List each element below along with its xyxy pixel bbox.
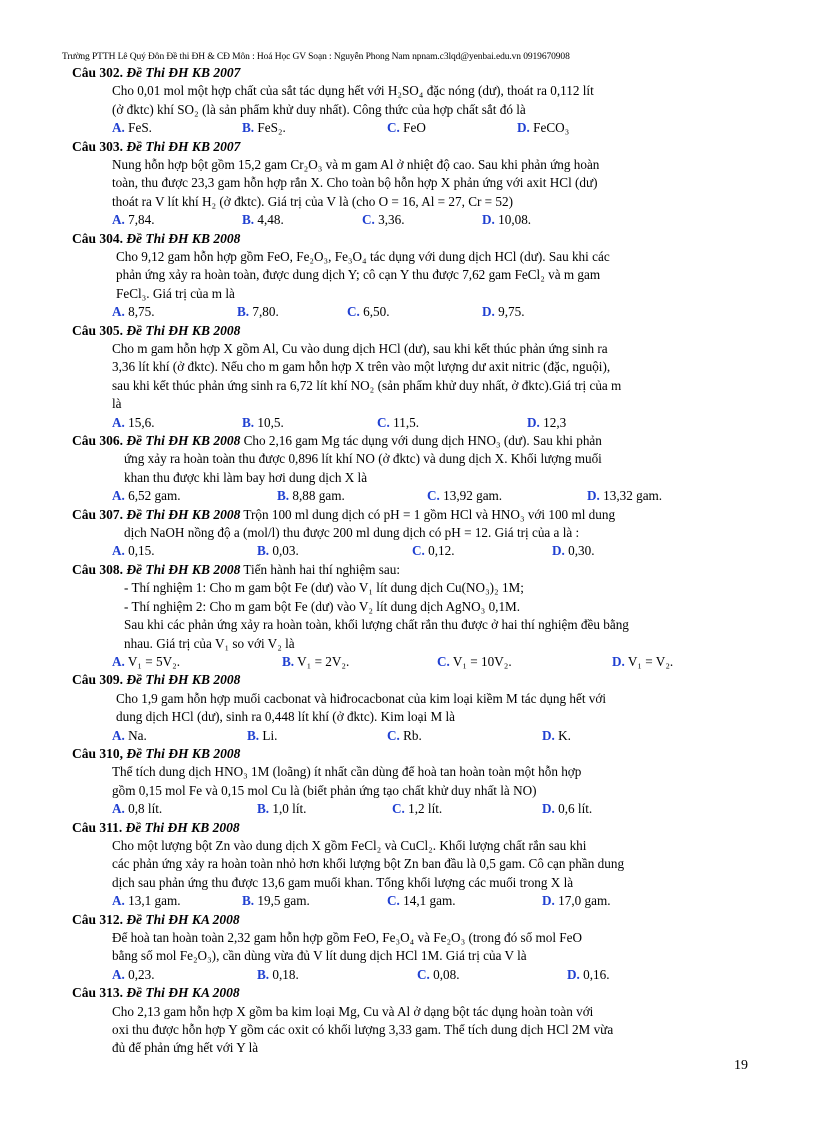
page-header: Trường PTTH Lê Quý Đôn Đề thi ĐH & CĐ Môn : Hoá Học GV Soạn : Nguyễn Phong Nam npnam.c3lqd@yenbai.edu.vn 0919670908 bbox=[62, 52, 570, 62]
choice-letter: D. bbox=[567, 966, 580, 982]
choice-text: 1,0 lít. bbox=[272, 801, 307, 817]
answer-choice bbox=[527, 414, 566, 432]
choice-letter: A. bbox=[112, 120, 125, 136]
choice-text: 7,84. bbox=[128, 212, 155, 228]
answer-choice bbox=[377, 414, 419, 432]
answer-choice bbox=[517, 119, 569, 137]
choice-text: 0,15. bbox=[128, 543, 155, 559]
answer-choice bbox=[542, 727, 571, 745]
choice-text: V₁ = 10V₂. bbox=[452, 653, 512, 669]
choice-text: 7,80. bbox=[252, 304, 279, 320]
choice-text: 10,5. bbox=[257, 414, 284, 430]
question bbox=[72, 984, 772, 1058]
question-text-line: Sau khi các phản ứng xảy ra hoàn toàn, khối lượng chất rắn thu được ở hai thí nghiệm đều bằng bbox=[124, 617, 629, 633]
question-text-line: thoát ra V lít khí H₂ (ở đktc). Giá trị của V là (cho O = 16, Al = 27, Cr = 52) bbox=[112, 193, 514, 209]
choice-text: 0,6 lít. bbox=[558, 801, 593, 817]
question-body bbox=[72, 340, 772, 414]
question-heading bbox=[72, 432, 772, 450]
choice-letter: C. bbox=[377, 414, 390, 430]
choice-text: FeCO₃ bbox=[533, 120, 570, 136]
question-text-line: 3,36 lít khí (ở đktc). Nếu cho m gam hỗn hợp X trên vào một lượng dư axit nitric (đặc, nguội), bbox=[112, 359, 611, 375]
answer-choice bbox=[257, 966, 299, 984]
choice-letter: B. bbox=[242, 212, 255, 228]
question-source: Đề Thi ĐH KB 2008 bbox=[126, 672, 241, 688]
question-text-line: FeCl₃. Giá trị của m là bbox=[116, 285, 235, 301]
choice-text: 6,52 gam. bbox=[128, 488, 181, 504]
answer-choice bbox=[242, 119, 286, 137]
answer-choice bbox=[242, 414, 284, 432]
choice-letter: C. bbox=[392, 801, 405, 817]
answer-choice bbox=[392, 800, 442, 818]
choice-letter: B. bbox=[247, 727, 260, 743]
choice-letter: C. bbox=[417, 966, 430, 982]
answer-choices bbox=[72, 966, 772, 984]
choice-text: FeS. bbox=[128, 120, 152, 136]
question-body bbox=[72, 524, 772, 542]
choice-letter: D. bbox=[542, 893, 555, 909]
answer-choice bbox=[552, 542, 595, 560]
choice-text: 14,1 gam. bbox=[403, 893, 456, 909]
question bbox=[72, 671, 772, 745]
answer-choice bbox=[482, 211, 531, 229]
answer-choices bbox=[72, 727, 772, 745]
answer-choice bbox=[612, 653, 673, 671]
question-number: Câu 313. bbox=[72, 985, 124, 1001]
choice-letter: A. bbox=[112, 304, 125, 320]
question-text-line: Cho một lượng bột Zn vào dung dịch X gồm FeCl₂ và CuCl₂. Khối lượng chất rắn sau khi bbox=[112, 837, 587, 853]
answer-choices bbox=[72, 542, 772, 560]
answer-choice bbox=[112, 414, 155, 432]
question bbox=[72, 911, 772, 985]
choice-text: 0,08. bbox=[433, 966, 460, 982]
choice-letter: A. bbox=[112, 966, 125, 982]
question-text-line: nhau. Giá trị của V₁ so với V₂ là bbox=[124, 635, 295, 651]
choice-letter: A. bbox=[112, 727, 125, 743]
question-source: Đề Thi ĐH KB 2008 bbox=[126, 322, 241, 338]
question-heading bbox=[72, 819, 772, 837]
question-lead-text: Tiến hành hai thí nghiệm sau: bbox=[243, 561, 401, 577]
answer-choices bbox=[72, 653, 772, 671]
question-body bbox=[72, 156, 772, 211]
choice-text: 6,50. bbox=[363, 304, 390, 320]
question-heading bbox=[72, 561, 772, 579]
question-text-line: dịch sau phản ứng thu được 13,6 gam muối khan. Tổng khối lượng các muối trong X là bbox=[112, 874, 574, 890]
choice-text: 9,75. bbox=[498, 304, 525, 320]
answer-choices bbox=[72, 414, 772, 432]
question-body bbox=[72, 690, 772, 727]
question-text-line: dịch NaOH nồng độ a (mol/l) thu được 200 ml dung dịch có pH = 12. Giá trị của a là : bbox=[124, 525, 580, 541]
choice-letter: D. bbox=[517, 120, 530, 136]
answer-choices bbox=[72, 800, 772, 818]
question-heading bbox=[72, 671, 772, 689]
answer-choice bbox=[282, 653, 349, 671]
answer-choice bbox=[247, 727, 277, 745]
question-source: Đề Thi ĐH KB 2008 bbox=[126, 561, 241, 577]
choice-text: 0,8 lít. bbox=[128, 801, 163, 817]
answer-choice bbox=[112, 542, 155, 560]
answer-choice bbox=[542, 892, 611, 910]
answer-choice bbox=[387, 119, 426, 137]
question bbox=[72, 64, 772, 138]
answer-choice bbox=[362, 211, 405, 229]
answer-choices bbox=[72, 211, 772, 229]
answer-choice bbox=[112, 303, 155, 321]
question-number: Câu 303. bbox=[72, 138, 124, 154]
choice-letter: D. bbox=[482, 304, 495, 320]
choice-text: 0,23. bbox=[128, 966, 155, 982]
question-source: Đề Thi ĐH KA 2008 bbox=[126, 911, 240, 927]
answer-choice bbox=[112, 119, 152, 137]
choice-letter: A. bbox=[112, 543, 125, 559]
choice-letter: D. bbox=[587, 488, 600, 504]
answer-choices bbox=[72, 487, 772, 505]
answer-choice bbox=[112, 653, 180, 671]
choice-letter: B. bbox=[242, 120, 255, 136]
question-text-line: oxi thu được hỗn hợp Y gồm các oxit có khối lượng 3,33 gam. Thể tích dung dịch HCl 2M vừa bbox=[112, 1021, 614, 1037]
choice-text: FeO bbox=[403, 120, 426, 136]
choice-letter: C. bbox=[412, 543, 425, 559]
choice-letter: A. bbox=[112, 801, 125, 817]
question-source: Đề Thi ĐH KB 2008 bbox=[126, 433, 241, 449]
answer-choice bbox=[437, 653, 512, 671]
question-body bbox=[72, 82, 772, 119]
choice-letter: B. bbox=[277, 488, 290, 504]
choice-text: 13,92 gam. bbox=[443, 488, 503, 504]
question bbox=[72, 322, 772, 432]
answer-choice bbox=[257, 800, 306, 818]
choice-text: Li. bbox=[262, 727, 278, 743]
choice-letter: B. bbox=[242, 893, 255, 909]
choice-text: 0,03. bbox=[272, 543, 299, 559]
choice-text: FeS₂. bbox=[257, 120, 286, 136]
question-text-line: gồm 0,15 mol Fe và 0,15 mol Cu là (biết phản ứng tạo chất khử duy nhất là NO) bbox=[112, 782, 537, 798]
question-text-line: là bbox=[112, 396, 122, 412]
choice-letter: C. bbox=[347, 304, 360, 320]
answer-choices bbox=[72, 303, 772, 321]
question-text-line: khan thu được khi làm bay hơi dung dịch X là bbox=[124, 469, 368, 485]
choice-text: 11,5. bbox=[393, 414, 420, 430]
choice-letter: C. bbox=[427, 488, 440, 504]
choice-letter: B. bbox=[282, 653, 295, 669]
choice-letter: A. bbox=[112, 893, 125, 909]
question-heading bbox=[72, 745, 772, 763]
question bbox=[72, 506, 772, 561]
question-number: Câu 308. bbox=[72, 561, 124, 577]
question-number: Câu 310, bbox=[72, 745, 124, 761]
answer-choice bbox=[347, 303, 390, 321]
choice-text: 1,2 lít. bbox=[408, 801, 443, 817]
question-text-line: Cho 2,13 gam hỗn hợp X gồm ba kim loại Mg, Cu và Al ở dạng bột tác dụng hoàn toàn với bbox=[112, 1003, 594, 1019]
answer-choice bbox=[112, 966, 155, 984]
choice-letter: A. bbox=[112, 414, 125, 430]
question-number: Câu 305. bbox=[72, 322, 124, 338]
question-heading bbox=[72, 322, 772, 340]
question-text-line: đủ để phản ứng hết với Y là bbox=[112, 1040, 259, 1056]
question-text-line: toàn, thu được 23,3 gam hỗn hợp rắn X. Cho toàn bộ hỗn hợp X phản ứng với axit HCl (dư) bbox=[112, 175, 598, 191]
question-body bbox=[72, 579, 772, 653]
question-lead-text: Cho 2,16 gam Mg tác dụng với dung dịch HNO₃ (dư). Sau khi phản bbox=[243, 433, 602, 449]
choice-text: 0,12. bbox=[428, 543, 455, 559]
choice-text: 0,16. bbox=[583, 966, 610, 982]
question-body bbox=[72, 837, 772, 892]
choice-letter: B. bbox=[257, 966, 270, 982]
answer-choice bbox=[417, 966, 460, 984]
answer-choice bbox=[242, 211, 284, 229]
question-body bbox=[72, 763, 772, 800]
choice-text: V₁ = 2V₂. bbox=[297, 653, 350, 669]
choice-letter: C. bbox=[387, 120, 400, 136]
question-text-line: (ở đktc) khí SO₂ (là sản phẩm khử duy nhất). Công thức của hợp chất sắt đó là bbox=[112, 101, 526, 117]
question-text-line: - Thí nghiệm 2: Cho m gam bột Fe (dư) vào V₂ lít dung dịch AgNO₃ 0,1M. bbox=[124, 598, 521, 614]
choice-letter: D. bbox=[612, 653, 625, 669]
question-text-line: các phản ứng xảy ra hoàn toàn nhỏ hơn khối lượng bột Zn ban đầu là 0,5 gam. Cô cạn phần dung bbox=[112, 856, 625, 872]
answer-choice bbox=[412, 542, 455, 560]
choice-letter: C. bbox=[387, 727, 400, 743]
choice-letter: B. bbox=[257, 543, 270, 559]
answer-choice bbox=[112, 727, 147, 745]
answer-choice bbox=[242, 892, 310, 910]
question-text-line: Nung hỗn hợp bột gồm 15,2 gam Cr₂O₃ và m gam Al ở nhiệt độ cao. Sau khi phản ứng hoàn bbox=[112, 157, 600, 173]
choice-text: 13,32 gam. bbox=[603, 488, 663, 504]
question-text-line: Cho 0,01 mol một hợp chất của sắt tác dụng hết với H₂SO₄ đặc nóng (dư), thoát ra 0,112 lít bbox=[112, 83, 594, 99]
answer-choice bbox=[112, 800, 162, 818]
question-heading bbox=[72, 64, 772, 82]
choice-text: 8,88 gam. bbox=[292, 488, 345, 504]
choice-letter: D. bbox=[542, 801, 555, 817]
choice-letter: B. bbox=[257, 801, 270, 817]
answer-choice bbox=[482, 303, 525, 321]
answer-choice bbox=[587, 487, 662, 505]
choice-letter: A. bbox=[112, 653, 125, 669]
question-text-line: - Thí nghiệm 1: Cho m gam bột Fe (dư) vào V₁ lít dung dịch Cu(NO₃)₂ 1M; bbox=[124, 580, 524, 596]
question-number: Câu 309. bbox=[72, 672, 124, 688]
question-text-line: Để hoà tan hoàn toàn 2,32 gam hỗn hợp gồm FeO, Fe₃O₄ và Fe₂O₃ (trong đó số mol FeO bbox=[112, 929, 583, 945]
choice-text: V₁ = V₂. bbox=[627, 653, 674, 669]
choice-text: 8,75. bbox=[128, 304, 155, 320]
question bbox=[72, 745, 772, 819]
question-number: Câu 311. bbox=[72, 819, 123, 835]
answer-choices bbox=[72, 119, 772, 137]
question-lead-text: Trộn 100 ml dung dịch có pH = 1 gồm HCl và HNO₃ với 100 ml dung bbox=[243, 506, 616, 522]
choice-text: 3,36. bbox=[378, 212, 405, 228]
question-heading bbox=[72, 138, 772, 156]
choice-letter: A. bbox=[112, 488, 125, 504]
question-text-line: phản ứng xảy ra hoàn toàn, được dung dịch Y; cô cạn Y thu được 7,62 gam FeCl₂ và m gam bbox=[116, 267, 601, 283]
question-heading bbox=[72, 506, 772, 524]
choice-text: Rb. bbox=[403, 727, 422, 743]
question-number: Câu 302. bbox=[72, 65, 124, 80]
choice-letter: C. bbox=[362, 212, 375, 228]
choice-text: 4,48. bbox=[257, 212, 284, 228]
page-number: 19 bbox=[734, 1058, 748, 1073]
answer-choice bbox=[387, 727, 422, 745]
question-source: Đề Thi ĐH KA 2008 bbox=[126, 985, 240, 1001]
question bbox=[72, 561, 772, 671]
question-source: Đề Thi ĐH KB 2008 bbox=[125, 819, 240, 835]
answer-choice bbox=[112, 892, 181, 910]
choice-text: 12,3 bbox=[543, 414, 567, 430]
question-heading bbox=[72, 911, 772, 929]
question-source: Đề Thi ĐH KB 2007 bbox=[126, 138, 241, 154]
question bbox=[72, 230, 772, 322]
answer-choices bbox=[72, 892, 772, 910]
choice-text: K. bbox=[558, 727, 571, 743]
question bbox=[72, 138, 772, 230]
answer-choice bbox=[257, 542, 299, 560]
question-text-line: dung dịch HCl (dư), sinh ra 0,448 lít khí (ở đktc). Kim loại M là bbox=[116, 709, 456, 725]
answer-choice bbox=[427, 487, 502, 505]
question-heading bbox=[72, 984, 772, 1002]
choice-text: 0,18. bbox=[272, 966, 299, 982]
answer-choice bbox=[277, 487, 345, 505]
choice-text: 0,30. bbox=[568, 543, 595, 559]
choice-letter: B. bbox=[237, 304, 250, 320]
answer-choice bbox=[567, 966, 610, 984]
choice-letter: B. bbox=[242, 414, 255, 430]
question-body bbox=[72, 248, 772, 303]
choice-letter: C. bbox=[387, 893, 400, 909]
question-source: Đề Thi ĐH KB 2008 bbox=[126, 745, 241, 761]
question-source: Đề Thi ĐH KB 2008 bbox=[126, 506, 241, 522]
choice-letter: C. bbox=[437, 653, 450, 669]
question-number: Câu 307. bbox=[72, 506, 124, 522]
question-body bbox=[72, 929, 772, 966]
choice-text: 19,5 gam. bbox=[257, 893, 310, 909]
answer-choice bbox=[237, 303, 279, 321]
question-list bbox=[72, 64, 772, 1058]
answer-choice bbox=[387, 892, 456, 910]
question-text-line: Thể tích dung dịch HNO₃ 1M (loãng) ít nhất cần dùng để hoà tan hoàn toàn một hỗn hợp bbox=[112, 764, 582, 780]
choice-letter: D. bbox=[552, 543, 565, 559]
question-text-line: ứng xảy ra hoàn toàn thu được 0,896 lít khí NO (ở đktc) và dung dịch X. Khối lượng muối bbox=[124, 451, 602, 467]
question-body bbox=[72, 450, 772, 487]
question-source: Đề Thi ĐH KB 2007 bbox=[126, 65, 241, 80]
choice-text: 13,1 gam. bbox=[128, 893, 181, 909]
choice-text: 15,6. bbox=[128, 414, 155, 430]
question-source: Đề Thi ĐH KB 2008 bbox=[126, 230, 241, 246]
choice-text: V₁ = 5V₂. bbox=[127, 653, 181, 669]
answer-choice bbox=[542, 800, 592, 818]
answer-choice bbox=[112, 211, 155, 229]
question-body bbox=[72, 1003, 772, 1058]
choice-letter: D. bbox=[482, 212, 495, 228]
choice-letter: D. bbox=[542, 727, 555, 743]
question-heading bbox=[72, 230, 772, 248]
question-text-line: sau khi kết thúc phản ứng sinh ra 6,72 lít khí NO₂ (sản phẩm khử duy nhất, ở đktc).Giá trị của m bbox=[112, 377, 622, 393]
choice-text: 17,0 gam. bbox=[558, 893, 611, 909]
question-text-line: Cho 9,12 gam hỗn hợp gồm FeO, Fe₂O₃, Fe₃O₄ tác dụng với dung dịch HCl (dư). Sau khi các bbox=[116, 249, 610, 265]
answer-choice bbox=[112, 487, 181, 505]
choice-text: 10,08. bbox=[498, 212, 532, 228]
choice-text: Na. bbox=[128, 727, 147, 743]
question-number: Câu 306. bbox=[72, 433, 124, 449]
choice-letter: D. bbox=[527, 414, 540, 430]
question bbox=[72, 432, 772, 506]
question-number: Câu 312. bbox=[72, 911, 124, 927]
question-number: Câu 304. bbox=[72, 230, 124, 246]
question bbox=[72, 819, 772, 911]
choice-letter: A. bbox=[112, 212, 125, 228]
question-text-line: bằng số mol Fe₂O₃), cần dùng vừa đủ V lít dung dịch HCl 1M. Giá trị của V là bbox=[112, 948, 527, 964]
question-text-line: Cho m gam hỗn hợp X gồm Al, Cu vào dung dịch HCl (dư), sau khi kết thúc phản ứng sinh ra bbox=[112, 341, 608, 357]
question-text-line: Cho 1,9 gam hỗn hợp muối cacbonat và hiđrocacbonat của kim loại kiềm M tác dụng hết với bbox=[116, 690, 607, 706]
